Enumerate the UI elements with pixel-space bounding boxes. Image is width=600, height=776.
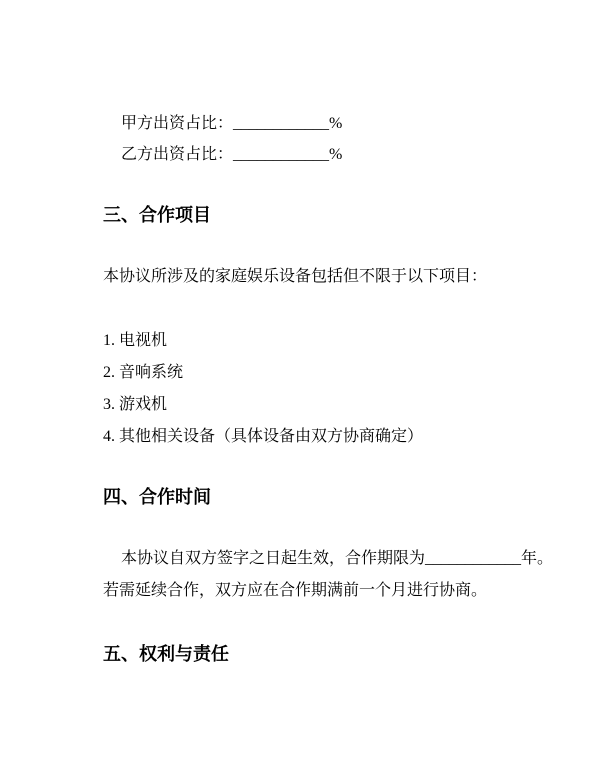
party-a-contribution-ratio: 甲方出资占比：____________%	[121, 115, 343, 132]
list-item: 4. 其他相关设备（具体设备由双方协商确定）	[103, 428, 424, 445]
list-item: 1. 电视机	[103, 332, 168, 349]
paragraph-line: 本协议自双方签字之日起生效，合作期限为____________年。	[121, 550, 554, 567]
list-item: 2. 音响系统	[103, 364, 184, 381]
section-4-heading: 四、合作时间	[103, 487, 211, 507]
section-5-heading: 五、权利与责任	[103, 644, 229, 664]
list-item: 3. 游戏机	[103, 396, 168, 413]
section-3-intro: 本协议所涉及的家庭娱乐设备包括但不限于以下项目：	[103, 268, 488, 285]
paragraph-line: 若需延续合作，双方应在合作期满前一个月进行协商。	[103, 582, 488, 599]
party-b-contribution-ratio: 乙方出资占比：____________%	[121, 146, 343, 163]
section-3-heading: 三、合作项目	[103, 205, 211, 225]
